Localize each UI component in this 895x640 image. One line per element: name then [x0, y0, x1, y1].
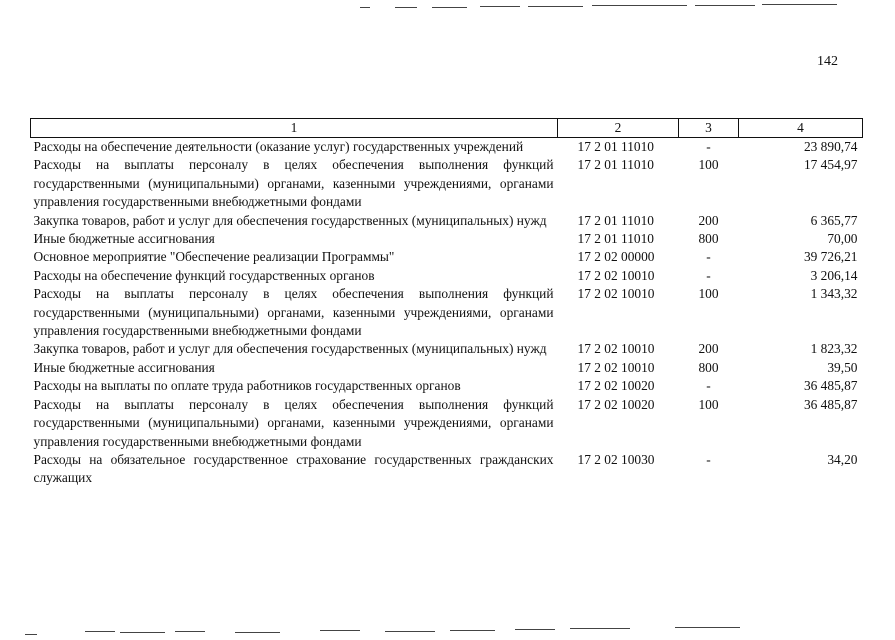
- row-amount: 36 485,87: [803, 378, 858, 394]
- row-vr: -: [706, 378, 711, 394]
- row-vr: -: [706, 249, 711, 265]
- row-vr: -: [706, 451, 711, 467]
- row-code: 17 2 02 10010: [577, 286, 655, 302]
- row-amount: 34,20: [827, 451, 858, 467]
- row-name: Иные бюджетные ассигнования: [33, 359, 215, 375]
- row-vr: -: [706, 267, 711, 283]
- table-row: [31, 451, 863, 488]
- row-code: 17 2 02 10010: [577, 359, 655, 375]
- row-name: Закупка товаров, работ и услуг для обеспечения государственных (муниципальных) нужд: [33, 212, 547, 228]
- scan-artifact-top: [360, 4, 840, 10]
- row-amount: 39,50: [827, 359, 858, 375]
- row-code: 17 2 02 10010: [577, 267, 655, 283]
- row-amount: 1 823,32: [810, 341, 858, 357]
- row-vr: 100: [698, 396, 719, 412]
- table-row: [31, 156, 863, 211]
- column-header-name: 1: [31, 119, 558, 138]
- row-vr: 200: [698, 341, 719, 357]
- row-code: 17 2 02 10010: [577, 341, 655, 357]
- table-row: [31, 212, 863, 230]
- row-amount: 36 485,87: [803, 396, 858, 412]
- column-header-amount: 4: [739, 119, 863, 138]
- row-code: 17 2 01 11010: [577, 157, 654, 173]
- row-vr: 800: [698, 359, 719, 375]
- row-name: Расходы на выплаты персоналу в целях обеспечения выполнения функций государственными (муниципальными) органами, казенными учреждениями, органами управления государственными внебюджетными фондами: [33, 286, 554, 339]
- row-name: Расходы на обеспечение деятельности (оказание услуг) государственных учреждений: [33, 139, 524, 154]
- row-name: Расходы на выплаты персоналу в целях обеспечения выполнения функций государственными (муниципальными) органами, казенными учреждениями, органами управления государственными внебюджетными фондами: [33, 157, 554, 210]
- row-vr: 200: [698, 212, 719, 228]
- row-vr: 100: [698, 157, 719, 173]
- row-code: 17 2 01 11010: [577, 139, 654, 154]
- row-code: 17 2 02 10020: [577, 396, 655, 412]
- row-amount: 3 206,14: [810, 267, 858, 283]
- table-row: [31, 138, 863, 157]
- row-amount: 70,00: [827, 231, 858, 247]
- column-header-code: 2: [558, 119, 679, 138]
- table-header-row: [31, 119, 863, 138]
- budget-table: [30, 118, 863, 488]
- table-row: [31, 340, 863, 358]
- row-code: 17 2 02 00000: [577, 249, 655, 265]
- row-vr: -: [706, 139, 711, 154]
- row-amount: 23 890,74: [803, 139, 858, 154]
- table-row: [31, 359, 863, 377]
- row-code: 17 2 01 11010: [577, 231, 654, 247]
- row-vr: 100: [698, 286, 719, 302]
- row-amount: 1 343,32: [810, 286, 858, 302]
- row-amount: 6 365,77: [810, 212, 858, 228]
- row-name: Основное мероприятие "Обеспечение реализации Программы": [33, 249, 395, 265]
- table-row: [31, 267, 863, 285]
- table-row: [31, 377, 863, 395]
- row-vr: 800: [698, 231, 719, 247]
- column-header-vr: 3: [679, 119, 739, 138]
- table-row: [31, 230, 863, 248]
- row-name: Расходы на обеспечение функций государственных органов: [33, 267, 375, 283]
- row-name: Расходы на выплаты по оплате труда работников государственных органов: [33, 378, 461, 394]
- scan-artifact-bottom: [25, 624, 745, 638]
- page-number: 142: [817, 54, 838, 69]
- row-code: 17 2 02 10030: [577, 451, 655, 467]
- table-row: [31, 285, 863, 340]
- row-amount: 39 726,21: [803, 249, 858, 265]
- row-name: Иные бюджетные ассигнования: [33, 231, 215, 247]
- table-row: [31, 248, 863, 266]
- row-name: Расходы на выплаты персоналу в целях обеспечения выполнения функций государственными (муниципальными) органами, казенными учреждениями, органами управления государственными внебюджетными фондами: [33, 396, 554, 449]
- row-name: Расходы на обязательное государственное страхование государственных гражданских служащих: [33, 451, 554, 486]
- table-row: [31, 396, 863, 451]
- row-name: Закупка товаров, работ и услуг для обеспечения государственных (муниципальных) нужд: [33, 341, 547, 357]
- row-code: 17 2 01 11010: [577, 212, 654, 228]
- row-amount: 17 454,97: [803, 157, 858, 173]
- row-code: 17 2 02 10020: [577, 378, 655, 394]
